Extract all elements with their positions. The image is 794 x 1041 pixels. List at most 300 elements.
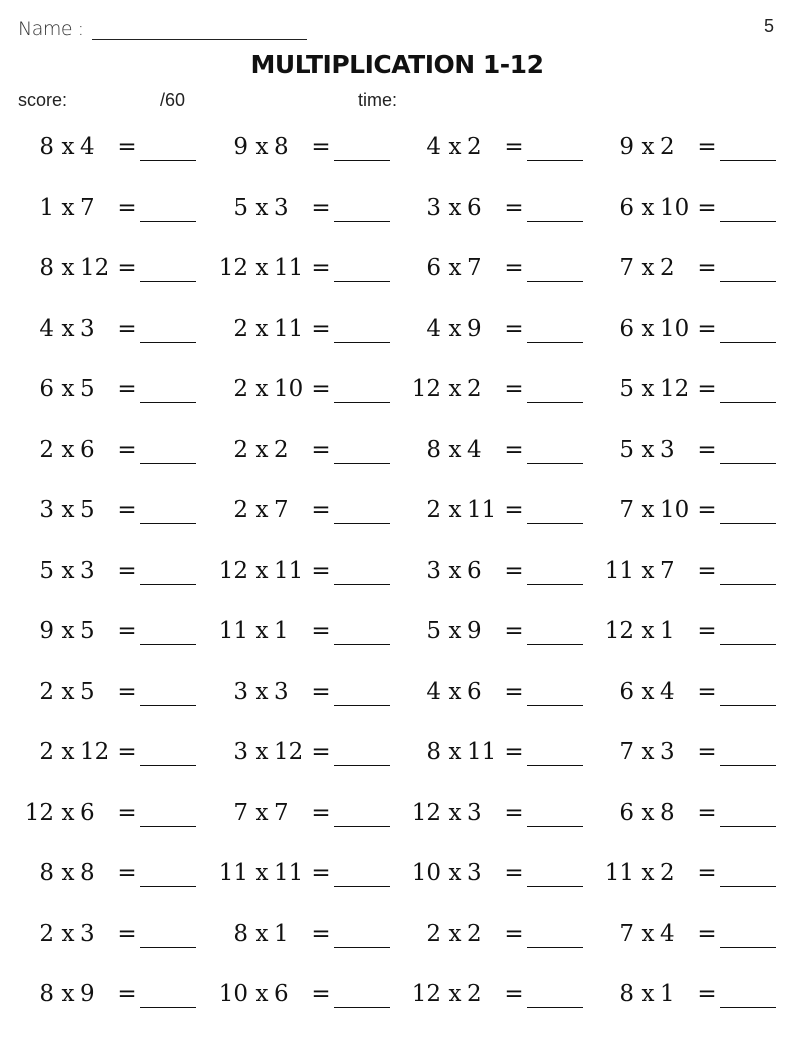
- answer-blank[interactable]: [720, 886, 776, 887]
- equals-sign: =: [504, 557, 524, 584]
- equals-sign: =: [117, 194, 137, 221]
- equals-sign: =: [697, 618, 717, 644]
- problem: [602, 316, 786, 356]
- factor-b: 9: [467, 315, 482, 342]
- score-time-row: [18, 90, 518, 114]
- factor-b: 3: [660, 739, 675, 765]
- problem: [216, 134, 400, 174]
- factor-a: 6: [619, 315, 634, 342]
- factor-a: 5: [619, 436, 634, 463]
- answer-blank[interactable]: [527, 947, 583, 948]
- factor-a: 8: [619, 981, 634, 1007]
- equals-sign: =: [117, 557, 137, 584]
- factor-b: 2: [467, 981, 482, 1007]
- answer-blank[interactable]: [720, 1007, 776, 1008]
- times-sign: x: [448, 799, 462, 826]
- answer-blank[interactable]: [140, 705, 196, 706]
- factor-a: 6: [39, 376, 54, 402]
- problem: [409, 860, 593, 900]
- equals-sign: =: [117, 255, 137, 281]
- factor-a: 5: [619, 376, 634, 402]
- factor-b: 4: [660, 920, 675, 947]
- factor-b: 3: [80, 315, 95, 342]
- factor-a: 11: [218, 860, 248, 886]
- problem: [22, 679, 206, 719]
- problem-row: [0, 800, 794, 860]
- factor-b: 11: [274, 315, 304, 342]
- answer-blank[interactable]: [334, 886, 390, 887]
- factor-a: 11: [218, 618, 248, 644]
- problem: [602, 255, 786, 295]
- answer-blank[interactable]: [140, 463, 196, 464]
- equals-sign: =: [311, 497, 331, 523]
- problem: [409, 497, 593, 537]
- factor-b: 1: [274, 920, 289, 947]
- problem: [22, 618, 206, 658]
- answer-blank[interactable]: [334, 644, 390, 645]
- times-sign: x: [255, 255, 269, 281]
- times-sign: x: [61, 920, 75, 947]
- times-sign: x: [641, 194, 655, 221]
- equals-sign: =: [117, 376, 137, 402]
- factor-b: 7: [467, 255, 482, 281]
- factor-a: 2: [39, 678, 54, 705]
- factor-b: 11: [274, 255, 304, 281]
- factor-a: 3: [426, 194, 441, 221]
- equals-sign: =: [697, 436, 717, 463]
- factor-b: 2: [467, 920, 482, 947]
- answer-blank[interactable]: [720, 584, 776, 585]
- equals-sign: =: [504, 315, 524, 342]
- answer-blank[interactable]: [140, 281, 196, 282]
- equals-sign: =: [311, 194, 331, 221]
- problem: [409, 134, 593, 174]
- answer-blank[interactable]: [334, 1007, 390, 1008]
- equals-sign: =: [504, 920, 524, 947]
- answer-blank[interactable]: [720, 342, 776, 343]
- answer-blank[interactable]: [527, 221, 583, 222]
- answer-blank[interactable]: [334, 160, 390, 161]
- answer-blank[interactable]: [720, 705, 776, 706]
- problem: [216, 981, 400, 1021]
- factor-b: 5: [80, 376, 95, 402]
- equals-sign: =: [697, 860, 717, 886]
- factor-a: 4: [426, 678, 441, 705]
- equals-sign: =: [311, 376, 331, 402]
- problem-row: [0, 981, 794, 1041]
- answer-blank[interactable]: [140, 826, 196, 827]
- factor-a: 10: [218, 981, 248, 1007]
- problem: [22, 316, 206, 356]
- answer-blank[interactable]: [140, 584, 196, 585]
- times-sign: x: [255, 315, 269, 342]
- factor-b: 1: [274, 618, 289, 644]
- times-sign: x: [641, 557, 655, 584]
- factor-a: 8: [39, 255, 54, 281]
- factor-b: 10: [660, 497, 690, 523]
- problem: [216, 195, 400, 235]
- times-sign: x: [61, 194, 75, 221]
- times-sign: x: [61, 860, 75, 886]
- answer-blank[interactable]: [527, 160, 583, 161]
- answer-blank[interactable]: [527, 281, 583, 282]
- equals-sign: =: [311, 134, 331, 160]
- factor-a: 5: [426, 618, 441, 644]
- problem: [216, 860, 400, 900]
- answer-blank[interactable]: [720, 644, 776, 645]
- problem: [602, 739, 786, 779]
- answer-blank[interactable]: [140, 221, 196, 222]
- answer-blank[interactable]: [334, 402, 390, 403]
- factor-a: 1: [39, 194, 54, 221]
- times-sign: x: [61, 315, 75, 342]
- problem: [22, 195, 206, 235]
- factor-a: 7: [233, 799, 248, 826]
- times-sign: x: [255, 436, 269, 463]
- factor-b: 10: [660, 194, 690, 221]
- problem: [22, 800, 206, 840]
- problem: [22, 981, 206, 1021]
- answer-blank[interactable]: [527, 342, 583, 343]
- answer-blank[interactable]: [527, 523, 583, 524]
- problem: [602, 679, 786, 719]
- problem: [602, 195, 786, 235]
- time-label: time:: [358, 90, 398, 110]
- factor-b: 6: [467, 194, 482, 221]
- name-label: Name :: [18, 18, 84, 40]
- problem: [602, 618, 786, 658]
- factor-a: 3: [39, 497, 54, 523]
- times-sign: x: [448, 920, 462, 947]
- times-sign: x: [255, 678, 269, 705]
- factor-a: 10: [411, 860, 441, 886]
- problem: [216, 921, 400, 961]
- equals-sign: =: [504, 981, 524, 1007]
- times-sign: x: [255, 557, 269, 584]
- factor-b: 2: [660, 255, 675, 281]
- factor-b: 7: [80, 194, 95, 221]
- problem: [22, 860, 206, 900]
- problem: [22, 921, 206, 961]
- answer-blank[interactable]: [140, 765, 196, 766]
- problem: [216, 800, 400, 840]
- problem: [602, 437, 786, 477]
- equals-sign: =: [504, 255, 524, 281]
- equals-sign: =: [117, 315, 137, 342]
- answer-blank[interactable]: [720, 402, 776, 403]
- factor-a: 4: [426, 134, 441, 160]
- factor-a: 2: [233, 315, 248, 342]
- answer-blank[interactable]: [527, 402, 583, 403]
- factor-b: 2: [660, 134, 675, 160]
- factor-b: 3: [274, 194, 289, 221]
- answer-blank[interactable]: [527, 463, 583, 464]
- factor-b: 2: [660, 860, 675, 886]
- factor-a: 5: [233, 194, 248, 221]
- answer-blank[interactable]: [527, 886, 583, 887]
- answer-blank[interactable]: [334, 463, 390, 464]
- times-sign: x: [61, 799, 75, 826]
- factor-b: 6: [80, 436, 95, 463]
- equals-sign: =: [697, 799, 717, 826]
- answer-blank[interactable]: [720, 947, 776, 948]
- problem: [409, 558, 593, 598]
- factor-b: 8: [80, 860, 95, 886]
- factor-a: 8: [39, 981, 54, 1007]
- factor-b: 4: [80, 134, 95, 160]
- times-sign: x: [641, 497, 655, 523]
- worksheet-title: MULTIPLICATION 1-12: [250, 50, 544, 79]
- equals-sign: =: [697, 255, 717, 281]
- answer-blank[interactable]: [527, 644, 583, 645]
- factor-a: 12: [218, 255, 248, 281]
- answer-blank[interactable]: [140, 644, 196, 645]
- factor-a: 6: [619, 678, 634, 705]
- problem-row: [0, 255, 794, 315]
- times-sign: x: [61, 497, 75, 523]
- factor-b: 7: [274, 497, 289, 523]
- answer-blank[interactable]: [334, 342, 390, 343]
- problem: [602, 376, 786, 416]
- times-sign: x: [61, 255, 75, 281]
- problem: [602, 134, 786, 174]
- answer-blank[interactable]: [334, 826, 390, 827]
- problem: [216, 437, 400, 477]
- times-sign: x: [61, 134, 75, 160]
- times-sign: x: [448, 981, 462, 1007]
- answer-blank[interactable]: [334, 705, 390, 706]
- answer-blank[interactable]: [334, 584, 390, 585]
- factor-b: 3: [467, 799, 482, 826]
- times-sign: x: [448, 315, 462, 342]
- times-sign: x: [61, 678, 75, 705]
- problem: [409, 195, 593, 235]
- factor-b: 5: [80, 497, 95, 523]
- page-number: 5: [763, 16, 774, 36]
- times-sign: x: [61, 739, 75, 765]
- problem: [409, 316, 593, 356]
- answer-blank[interactable]: [334, 523, 390, 524]
- problem-row: [0, 376, 794, 436]
- problem: [22, 497, 206, 537]
- times-sign: x: [641, 678, 655, 705]
- equals-sign: =: [697, 920, 717, 947]
- equals-sign: =: [311, 920, 331, 947]
- answer-blank[interactable]: [720, 160, 776, 161]
- equals-sign: =: [504, 678, 524, 705]
- factor-b: 3: [80, 557, 95, 584]
- factor-b: 8: [274, 134, 289, 160]
- answer-blank[interactable]: [140, 886, 196, 887]
- factor-a: 11: [604, 860, 634, 886]
- factor-a: 7: [619, 739, 634, 765]
- problem: [409, 437, 593, 477]
- factor-b: 5: [80, 618, 95, 644]
- answer-blank[interactable]: [140, 342, 196, 343]
- problem: [602, 860, 786, 900]
- answer-blank[interactable]: [527, 1007, 583, 1008]
- problem: [409, 618, 593, 658]
- times-sign: x: [448, 678, 462, 705]
- problem-row: [0, 618, 794, 678]
- answer-blank[interactable]: [720, 221, 776, 222]
- factor-b: 10: [274, 376, 304, 402]
- factor-b: 12: [660, 376, 690, 402]
- problem: [409, 255, 593, 295]
- equals-sign: =: [117, 920, 137, 947]
- problem: [22, 558, 206, 598]
- factor-b: 10: [660, 315, 690, 342]
- times-sign: x: [448, 255, 462, 281]
- answer-blank[interactable]: [140, 947, 196, 948]
- factor-a: 2: [426, 920, 441, 947]
- equals-sign: =: [504, 860, 524, 886]
- factor-a: 12: [411, 799, 441, 826]
- answer-blank[interactable]: [140, 402, 196, 403]
- problem: [602, 800, 786, 840]
- factor-a: 6: [619, 799, 634, 826]
- equals-sign: =: [117, 860, 137, 886]
- equals-sign: =: [504, 739, 524, 765]
- problem-row: [0, 134, 794, 194]
- problem: [216, 558, 400, 598]
- problem-row: [0, 316, 794, 376]
- answer-blank[interactable]: [720, 463, 776, 464]
- factor-a: 9: [39, 618, 54, 644]
- problem: [22, 134, 206, 174]
- problem: [216, 618, 400, 658]
- problem: [409, 981, 593, 1021]
- equals-sign: =: [117, 799, 137, 826]
- equals-sign: =: [311, 739, 331, 765]
- times-sign: x: [255, 134, 269, 160]
- factor-b: 7: [660, 557, 675, 584]
- problem: [409, 739, 593, 779]
- answer-blank[interactable]: [334, 947, 390, 948]
- times-sign: x: [448, 739, 462, 765]
- factor-a: 12: [218, 557, 248, 584]
- factor-a: 8: [426, 739, 441, 765]
- answer-blank[interactable]: [334, 765, 390, 766]
- problem: [409, 679, 593, 719]
- factor-b: 11: [467, 739, 497, 765]
- equals-sign: =: [117, 497, 137, 523]
- problem: [602, 921, 786, 961]
- equals-sign: =: [697, 678, 717, 705]
- problem: [22, 739, 206, 779]
- factor-a: 12: [24, 799, 54, 826]
- times-sign: x: [641, 799, 655, 826]
- factor-a: 2: [426, 497, 441, 523]
- problem: [216, 316, 400, 356]
- times-sign: x: [641, 618, 655, 644]
- answer-blank[interactable]: [140, 160, 196, 161]
- problem: [602, 981, 786, 1021]
- equals-sign: =: [697, 376, 717, 402]
- equals-sign: =: [117, 678, 137, 705]
- answer-blank[interactable]: [527, 584, 583, 585]
- equals-sign: =: [697, 194, 717, 221]
- factor-a: 2: [233, 376, 248, 402]
- times-sign: x: [255, 194, 269, 221]
- equals-sign: =: [117, 134, 137, 160]
- times-sign: x: [448, 194, 462, 221]
- factor-a: 8: [426, 436, 441, 463]
- problem-row: [0, 739, 794, 799]
- answer-blank[interactable]: [140, 1007, 196, 1008]
- factor-b: 6: [80, 799, 95, 826]
- factor-a: 7: [619, 920, 634, 947]
- factor-b: 4: [660, 678, 675, 705]
- factor-b: 2: [467, 376, 482, 402]
- factor-a: 4: [39, 315, 54, 342]
- equals-sign: =: [504, 799, 524, 826]
- factor-a: 8: [233, 920, 248, 947]
- times-sign: x: [61, 436, 75, 463]
- factor-b: 9: [467, 618, 482, 644]
- times-sign: x: [255, 860, 269, 886]
- answer-blank[interactable]: [334, 221, 390, 222]
- factor-b: 11: [274, 557, 304, 584]
- times-sign: x: [641, 376, 655, 402]
- equals-sign: =: [311, 981, 331, 1007]
- problem: [22, 255, 206, 295]
- factor-a: 6: [426, 255, 441, 281]
- equals-sign: =: [504, 618, 524, 644]
- factor-b: 1: [660, 618, 675, 644]
- times-sign: x: [641, 315, 655, 342]
- answer-blank[interactable]: [720, 826, 776, 827]
- equals-sign: =: [311, 436, 331, 463]
- answer-blank[interactable]: [334, 281, 390, 282]
- times-sign: x: [641, 436, 655, 463]
- factor-a: 9: [233, 134, 248, 160]
- equals-sign: =: [117, 436, 137, 463]
- problem: [22, 437, 206, 477]
- times-sign: x: [255, 799, 269, 826]
- score-label: score:: [18, 90, 68, 110]
- name-blank-line[interactable]: [92, 21, 307, 40]
- factor-b: 8: [660, 799, 675, 826]
- equals-sign: =: [117, 981, 137, 1007]
- factor-b: 12: [80, 739, 110, 765]
- times-sign: x: [255, 376, 269, 402]
- equals-sign: =: [117, 739, 137, 765]
- answer-blank[interactable]: [527, 765, 583, 766]
- factor-b: 3: [80, 920, 95, 947]
- problem: [216, 679, 400, 719]
- answer-blank[interactable]: [527, 705, 583, 706]
- factor-b: 4: [467, 436, 482, 463]
- answer-blank[interactable]: [140, 523, 196, 524]
- answer-blank[interactable]: [720, 765, 776, 766]
- factor-a: 2: [233, 497, 248, 523]
- factor-b: 6: [467, 678, 482, 705]
- problem-row: [0, 860, 794, 920]
- factor-a: 4: [426, 315, 441, 342]
- times-sign: x: [448, 134, 462, 160]
- answer-blank[interactable]: [720, 523, 776, 524]
- equals-sign: =: [697, 739, 717, 765]
- answer-blank[interactable]: [720, 281, 776, 282]
- equals-sign: =: [311, 618, 331, 644]
- equals-sign: =: [504, 497, 524, 523]
- name-field: [18, 18, 307, 40]
- factor-a: 6: [619, 194, 634, 221]
- problem: [409, 376, 593, 416]
- answer-blank[interactable]: [527, 826, 583, 827]
- factor-a: 12: [604, 618, 634, 644]
